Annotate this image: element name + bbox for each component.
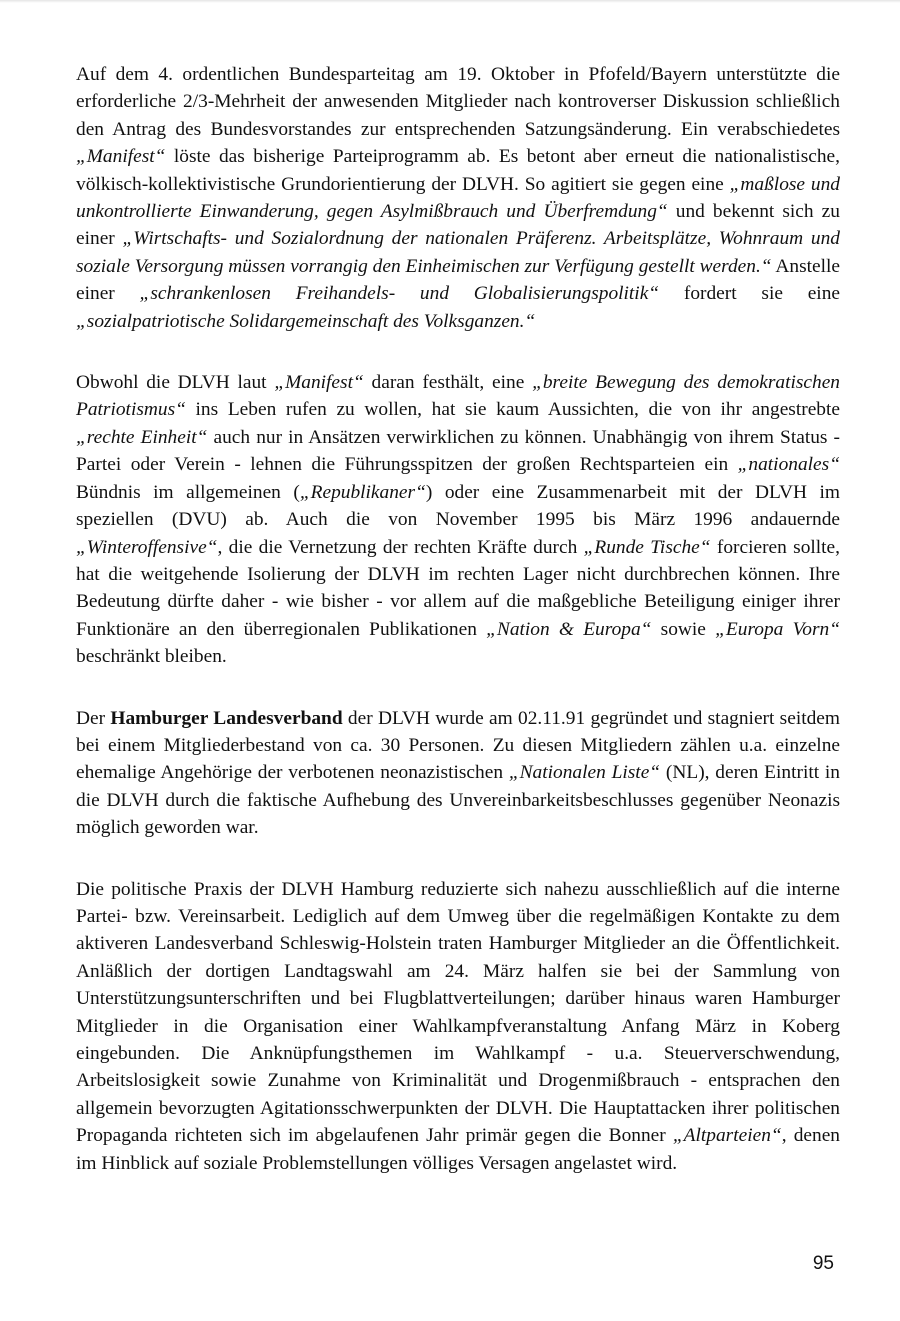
text-run: fordert sie eine [659, 283, 841, 305]
emphasis-italic: „Altparteien“ [672, 1125, 782, 1147]
text-run: löste das bisherige Parteiprogramm ab. Es betont aber erneut die nationalistische, völkisch-kollektivistische Grundorientierung der DLVH. So agitiert sie gegen eine [76, 146, 840, 195]
emphasis-italic: „Republikaner“ [299, 481, 426, 503]
emphasis-italic: „Winteroffensive“ [76, 536, 218, 558]
text-run: auch nur in Ansätzen verwirklichen zu können. Unabhängig von ihrem Status - Partei oder Verein - lehnen die Führungsspitzen der großen Rechtsparteien ein [76, 426, 840, 476]
text-run: (NL), deren Eintritt in die DLVH durch die faktische Aufhebung des Unvereinbarkeitsbeschlusses gegenüber Neonazis möglich geworden war. [76, 762, 840, 839]
paragraph-political-practice [76, 876, 840, 1177]
emphasis-italic: „Manifest“ [76, 146, 166, 168]
text-run: Auf dem 4. ordentlichen Bundesparteitag am 19. Oktober in Pfofeld/Bayern unterstützte die erforderliche 2/3-Mehrheit der anwesenden Mitglieder nach kontroverser Diskussion schließlich den Antrag des Bundesvorstandes zur entsprechenden Satzungsänderung. Ein verabschiedetes [76, 64, 840, 140]
text-run: ) oder eine Zusammenarbeit mit der DLVH im speziellen (DVU) ab. Auch die von November 1995 bis März 1996 andauernde [76, 481, 840, 531]
emphasis-italic: „Wirtschafts- und Sozialordnung der nationalen Präferenz. Arbeitsplätze, Wohnraum und soziale Versorgung müssen vorrangig den Einheimischen zur Verfügung gestellt werden.“ [76, 228, 840, 277]
paragraph-manifest [76, 61, 840, 335]
emphasis-italic: „Nation & Europa“ [486, 618, 652, 640]
text-run: daran festhält, eine [363, 372, 533, 394]
paragraph-hamburg-landesverband [76, 705, 840, 842]
text-run: Anstelle einer [76, 255, 841, 305]
emphasis-italic: „Nationalen Liste“ [508, 762, 661, 784]
page-top-edge [0, 0, 900, 3]
paragraph-isolation [76, 369, 840, 670]
page-number: 95 [812, 1253, 834, 1274]
text-run: Der [76, 707, 111, 729]
text-run: forcieren sollte, hat die weitgehende Isolierung der DLVH im rechten Lager nicht durchbrechen können. Ihre Bedeutung dürfte daher - wie bisher - vor allem auf die maßgebliche Beteiligung einiger ihrer Funktionäre an den überregionalen Publikationen [76, 536, 840, 640]
emphasis-italic: „rechte Einheit“ [76, 426, 208, 448]
emphasis-italic: „breite Bewegung des demokratischen Patriotismus“ [76, 372, 841, 421]
emphasis-italic: „schrankenlosen Freihandels- und Globalisierungspolitik“ [139, 283, 660, 305]
text-run: sowie [651, 618, 716, 640]
text-run: , die die Vernetzung der rechten Kräfte durch [217, 536, 584, 558]
emphasis-italic: „maßlose und unkontrollierte Einwanderung, gegen Asylmißbrauch und Überfremdung“ [76, 173, 840, 223]
text-run: beschränkt bleiben. [76, 646, 227, 668]
text-run: der DLVH wurde am 02.11.91 gegründet und stagniert seitdem bei einem Mitgliederbestand von ca. 30 Personen. Zu diesen Mitgliedern zählen u.a. einzelne ehemalige Angehörige der verbotenen neonazistischen [76, 707, 840, 784]
text-run: Bündnis im allgemeinen ( [76, 481, 300, 503]
body-text [76, 61, 840, 1211]
text-run: Obwohl die DLVH laut [76, 372, 275, 394]
emphasis-italic: „Runde Tische“ [583, 536, 711, 558]
text-run: , denen im Hinblick auf soziale Problemstellungen völliges Versagen angelastet wird. [76, 1125, 840, 1174]
emphasis-italic: „nationales“ [737, 454, 840, 476]
emphasis-italic: „sozialpatriotische Solidargemeinschaft des Volksganzen.“ [76, 310, 536, 332]
text-run: und bekennt sich zu einer [76, 201, 840, 250]
text-run: ins Leben rufen zu wollen, hat sie kaum Aussichten, die von ihr angestrebte [185, 399, 840, 421]
emphasis-italic: „Manifest“ [274, 372, 364, 394]
text-run: Die politische Praxis der DLVH Hamburg reduzierte sich nahezu ausschließlich auf die interne Partei- bzw. Vereinsarbeit. Lediglich auf dem Umweg über die regelmäßigen Kontakte zu dem aktiveren Landesverband Schleswig-Holstein traten Hamburger Mitglieder an die Öffentlichkeit. Anläßlich der dortigen Landtagswahl am 24. März halfen sie bei der Sammlung von Unterstützungsunterschriften und bei Flugblattverteilungen; darüber hinaus waren Hamburger Mitglieder in die Organisation einer Wahlkampfveranstaltung Anfang März in Koberg eingebunden. Die Anknüpfungsthemen im Wahlkampf - u.a. Steuerverschwendung, Arbeitslosigkeit sowie Zunahme von Kriminalität und Drogenmißbrauch - entsprachen den allgemein bevorzugten Agitationsschwerpunkten der DLVH. Die Hauptattacken ihrer politischen Propaganda richteten sich im abgelaufenen Jahr primär gegen die Bonner [76, 878, 840, 1147]
emphasis-bold: Hamburger Landesverband [110, 707, 343, 729]
emphasis-italic: „Europa Vorn“ [715, 618, 841, 640]
